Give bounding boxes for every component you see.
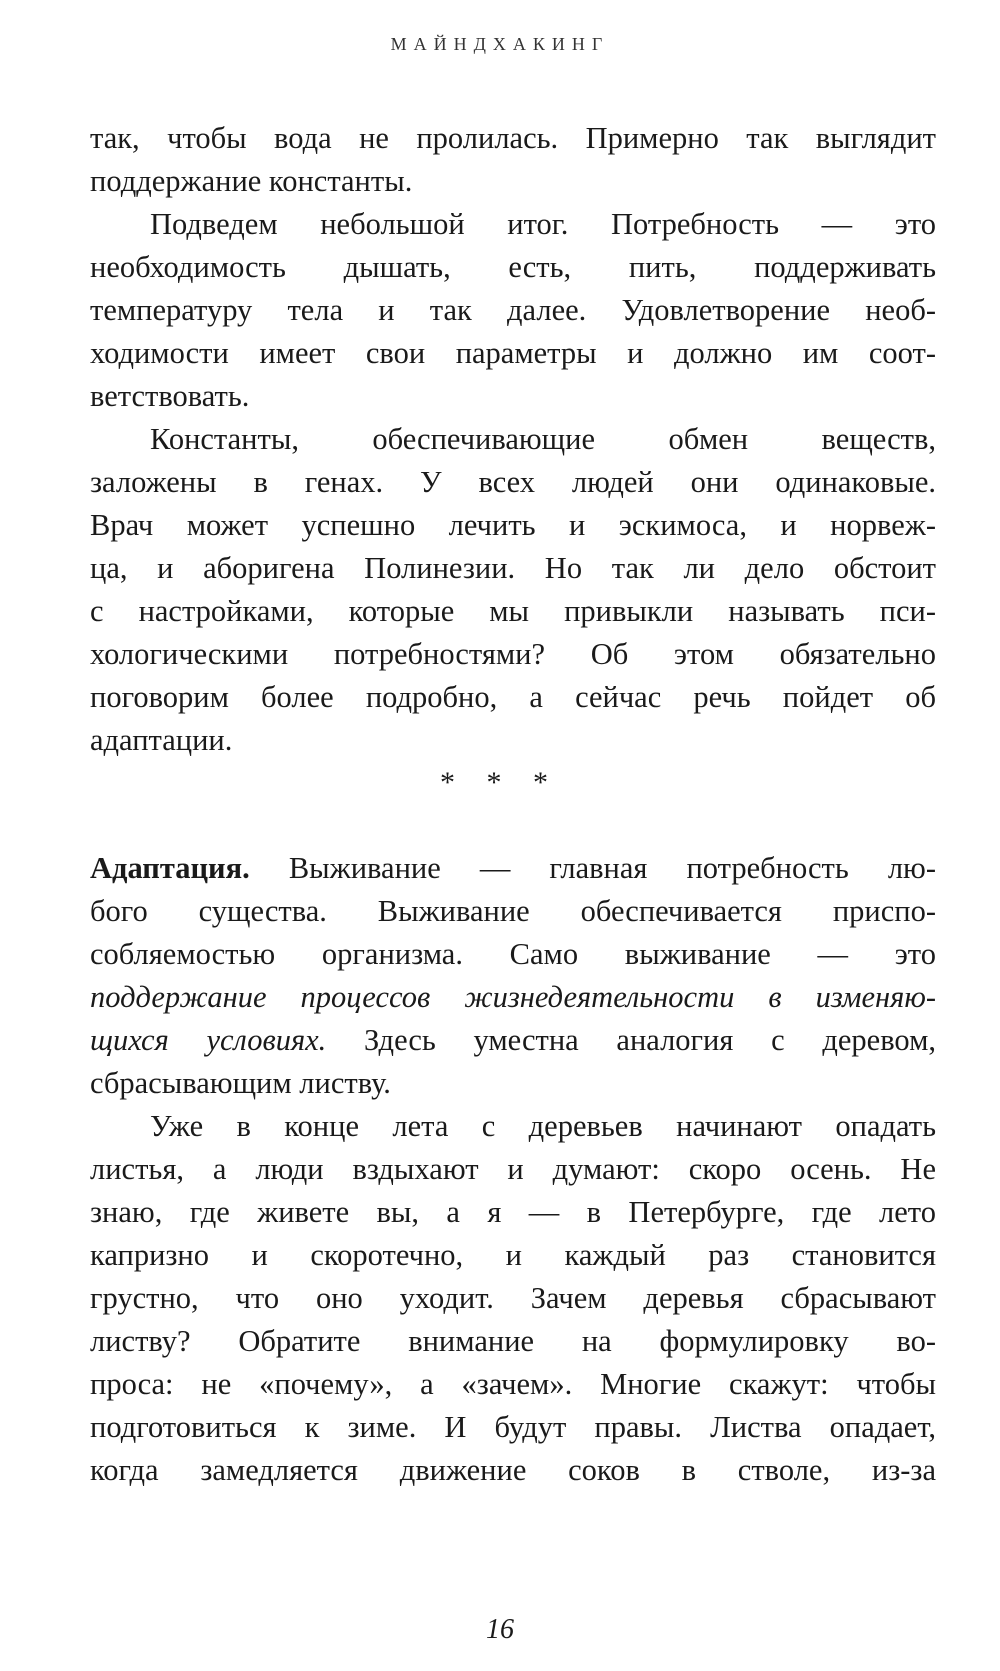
text-line: проса: не «почему», а «зачем». Многие скажут: чтобы bbox=[90, 1367, 936, 1401]
text-line: ходимости имеет свои параметры и должно им соот- bbox=[90, 336, 936, 370]
page-number: 16 bbox=[486, 1614, 514, 1645]
text-line: Константы, обеспечивающие обмен веществ, bbox=[150, 422, 936, 456]
text-line: сбрасывающим листву. bbox=[90, 1066, 391, 1100]
text-line: листву? Обратите внимание на формулировку во- bbox=[90, 1324, 936, 1358]
paragraph-1 bbox=[90, 117, 936, 203]
text-run: Здесь уместна аналогия с деревом, bbox=[326, 1023, 936, 1057]
text-line: Подведем небольшой итог. Потребность — это bbox=[150, 207, 936, 241]
paragraph-2 bbox=[90, 203, 936, 418]
paragraph-adaptation bbox=[90, 847, 936, 1105]
text-line bbox=[90, 1019, 936, 1062]
text-line: собляемостью организма. Само выживание — это bbox=[90, 937, 936, 971]
text-section-2 bbox=[90, 847, 936, 1492]
italic-text-run: щихся условиях. bbox=[90, 1023, 327, 1057]
lead-term: Адаптация. bbox=[90, 851, 250, 885]
text-line: Врач может успешно лечить и эскимоса, и норвеж- bbox=[90, 508, 936, 542]
text-line: знаю, где живете вы, а я — в Петербурге, где лето bbox=[90, 1195, 936, 1229]
text-line: температуру тела и так далее. Удовлетворение необ- bbox=[90, 293, 936, 327]
text-section-1 bbox=[90, 117, 936, 762]
text-line: ца, и аборигена Полинезии. Но так ли дело обстоит bbox=[90, 551, 936, 585]
text-line: поговорим более подробно, а сейчас речь пойдет об bbox=[90, 680, 936, 714]
text-line: когда замедляется движение соков в стволе, из-за bbox=[90, 1453, 936, 1487]
text-line: так, чтобы вода не пролилась. Примерно так выглядит bbox=[90, 121, 936, 155]
text-line: грустно, что оно уходит. Зачем деревья сбрасывают bbox=[90, 1281, 936, 1315]
text-line: капризно и скоротечно, и каждый раз становится bbox=[90, 1238, 936, 1272]
text-line: необходимость дышать, есть, пить, поддерживать bbox=[90, 250, 936, 284]
text-line: с настройками, которые мы привыкли называть пси- bbox=[90, 594, 936, 628]
text-line bbox=[90, 847, 936, 890]
running-title: МАЙНДХАКИНГ bbox=[390, 34, 610, 54]
section-separator: * * * bbox=[440, 766, 560, 799]
italic-text-line: поддержание процессов жизнедеятельности в изменяю- bbox=[90, 980, 936, 1014]
text-line: листья, а люди вздыхают и думают: скоро осень. Не bbox=[90, 1152, 936, 1186]
text-line: адаптации. bbox=[90, 723, 233, 757]
text-line: ветствовать. bbox=[90, 379, 250, 413]
text-run: Выживание — главная потребность лю- bbox=[249, 851, 936, 885]
paragraph-trees bbox=[90, 1105, 936, 1492]
text-line: хологическими потребностями? Об этом обязательно bbox=[90, 637, 936, 671]
text-line: поддержание константы. bbox=[90, 164, 413, 198]
paragraph-3 bbox=[90, 418, 936, 762]
text-line: Уже в конце лета с деревьев начинают опадать bbox=[150, 1109, 936, 1143]
text-line: заложены в генах. У всех людей они одинаковые. bbox=[90, 465, 936, 499]
text-line: бого существа. Выживание обеспечивается приспо- bbox=[90, 894, 936, 928]
text-line: подготовиться к зиме. И будут правы. Листва опадает, bbox=[90, 1410, 936, 1444]
